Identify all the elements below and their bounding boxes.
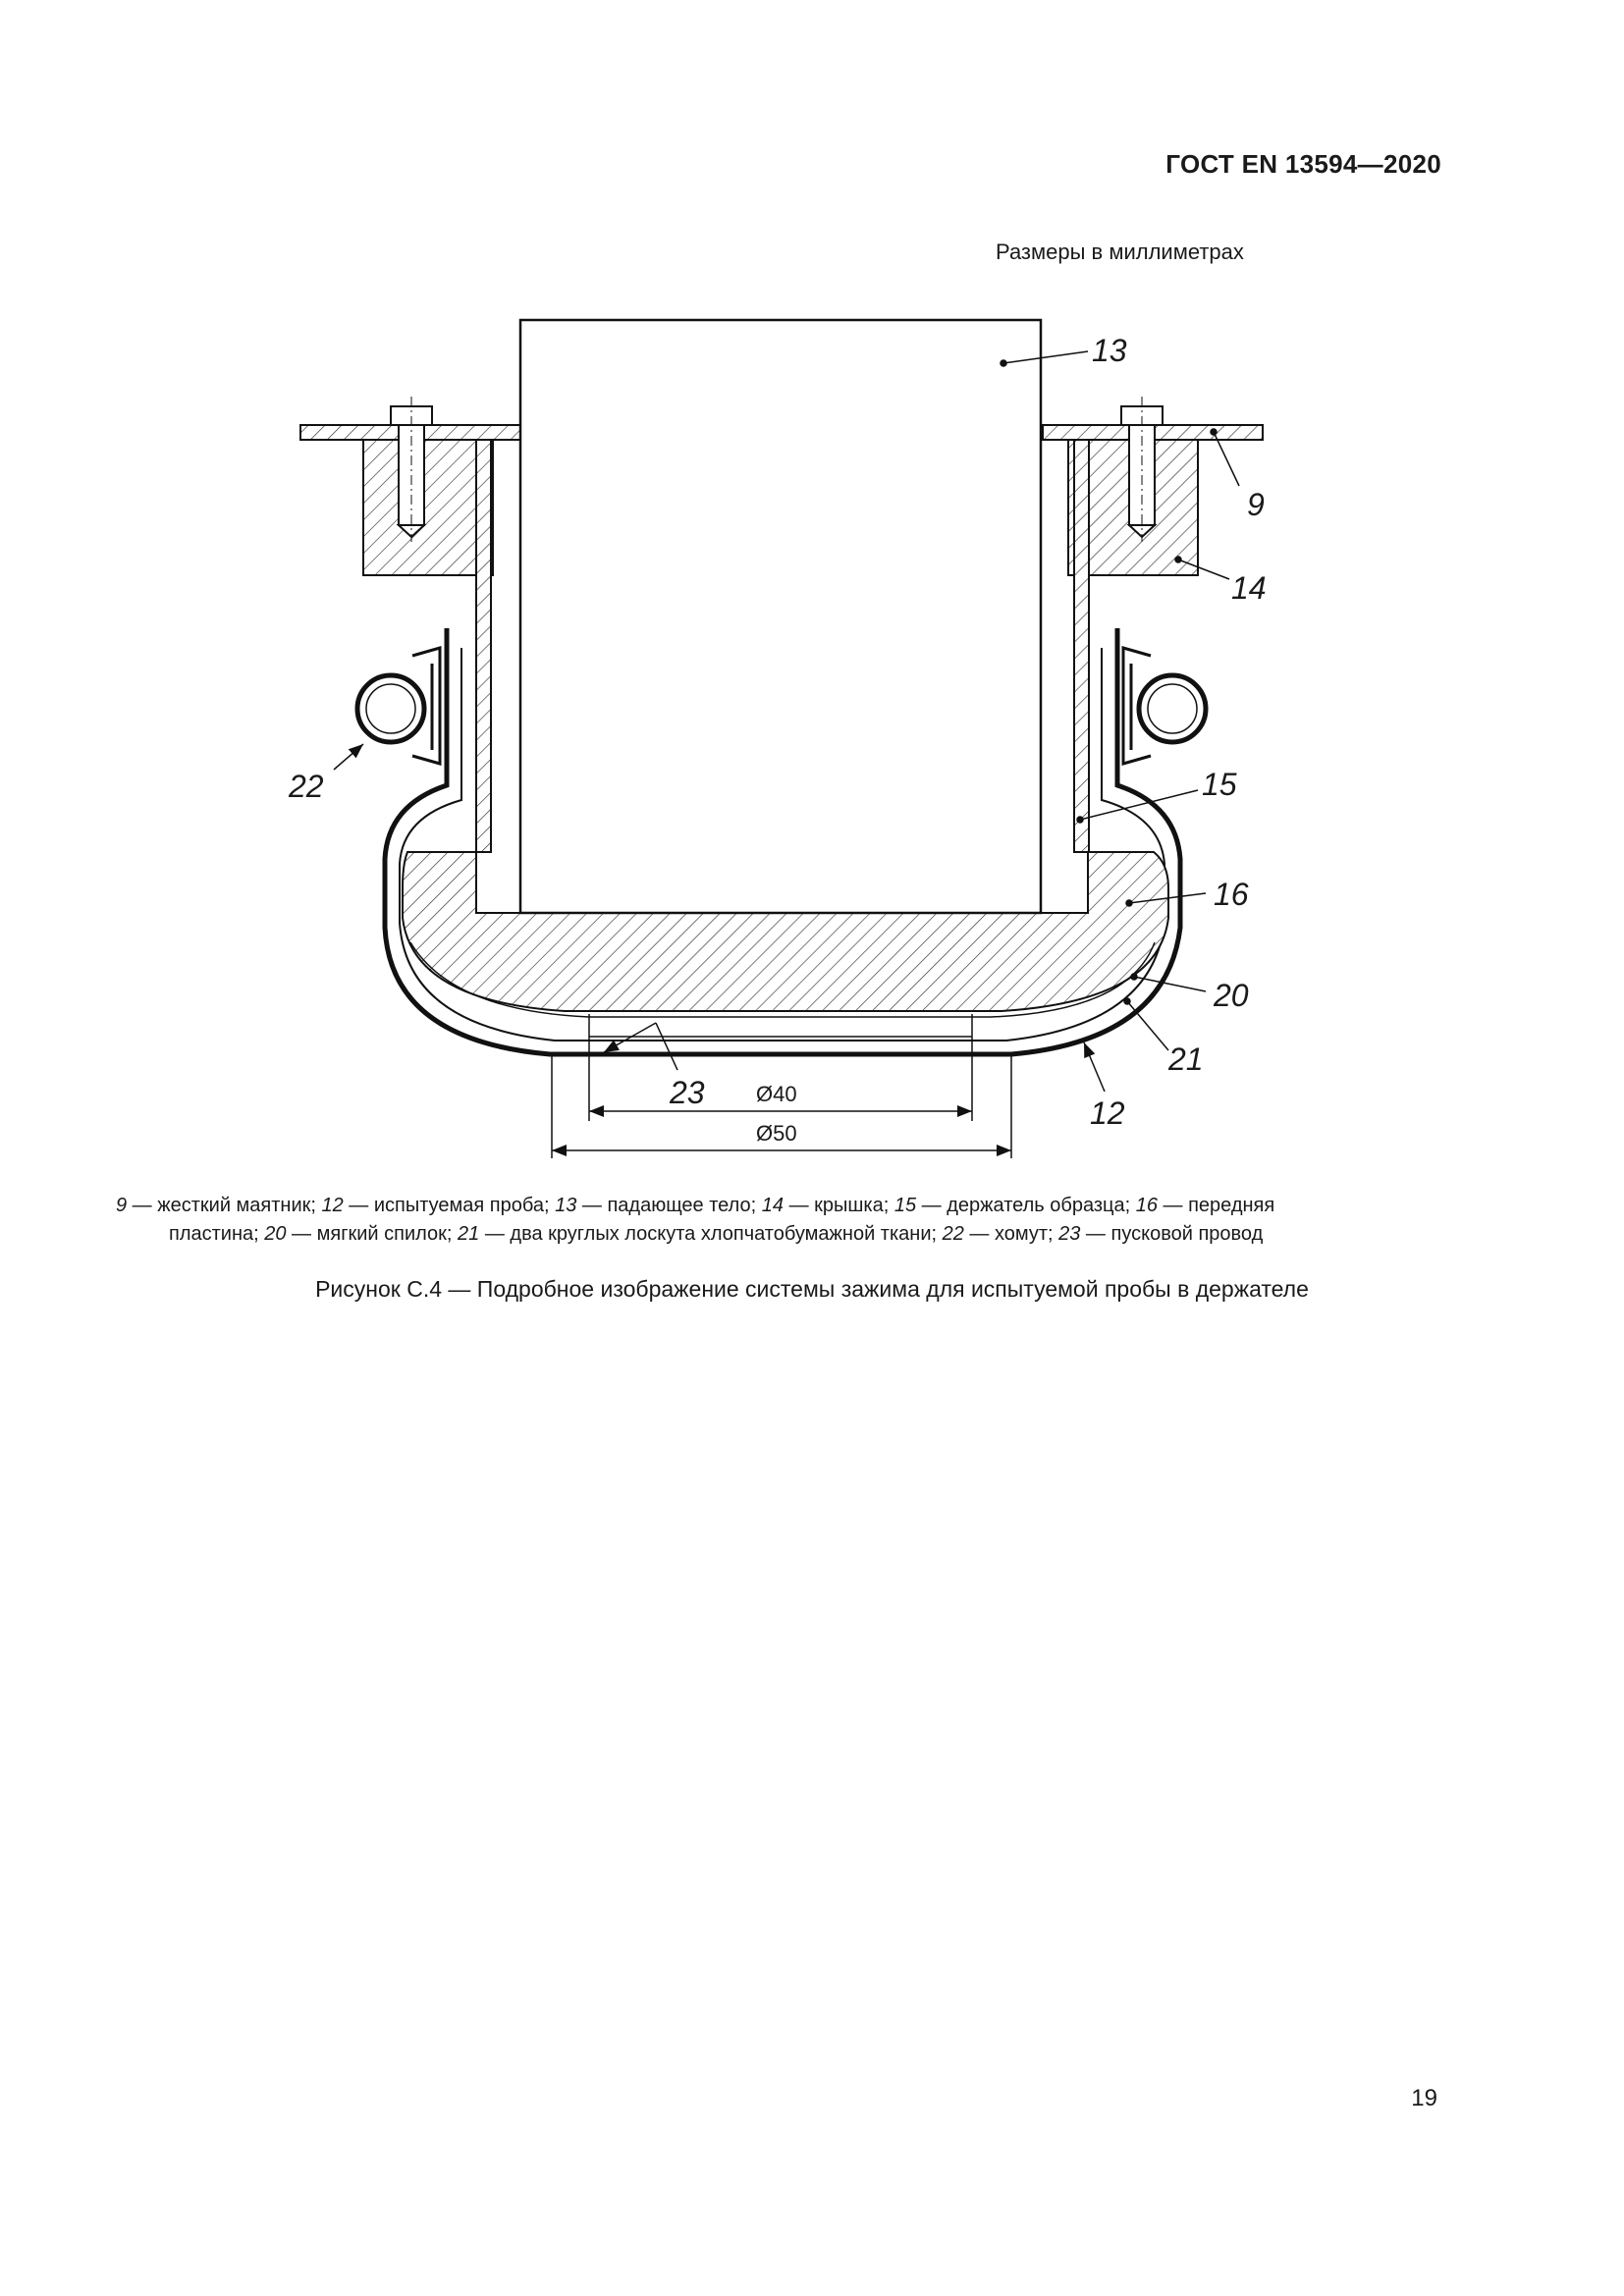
callout-22: 22 [289,769,324,804]
document-header: ГОСТ EN 13594—2020 [1165,149,1441,179]
legend-line-2: пластина; 20 — мягкий спилок; 21 — два круглых лоскута хлопчатобумажной ткани; 22 — хомут; 23 — пусковой провод [169,1223,1264,1245]
callout-15: 15 [1202,767,1237,802]
callout-16: 16 [1214,877,1249,912]
callout-12: 12 [1090,1095,1125,1131]
callout-20: 20 [1214,978,1249,1013]
page-number: 19 [1411,2085,1437,2111]
callout-14: 14 [1231,570,1267,606]
clamp-left [357,648,440,764]
figure-legend [116,1192,1441,1249]
falling-body [520,320,1041,913]
units-note: Размеры в миллиметрах [996,240,1244,264]
legend-line-1: 9 — жесткий маятник; 12 — испытуемая проба; 13 — падающее тело; 14 — крышка; 15 — держатель образца; 16 — передняя [116,1195,1275,1216]
callout-9: 9 [1247,487,1265,522]
callout-13: 13 [1092,333,1127,368]
callout-23: 23 [670,1075,705,1110]
clamp-right [1123,648,1206,764]
dimension-40: Ø40 [756,1082,797,1106]
callout-21: 21 [1168,1041,1204,1077]
figure-caption: Рисунок С.4 — Подробное изображение системы зажима для испытуемой пробы в держателе [315,1276,1309,1302]
dimension-50: Ø50 [756,1121,797,1146]
